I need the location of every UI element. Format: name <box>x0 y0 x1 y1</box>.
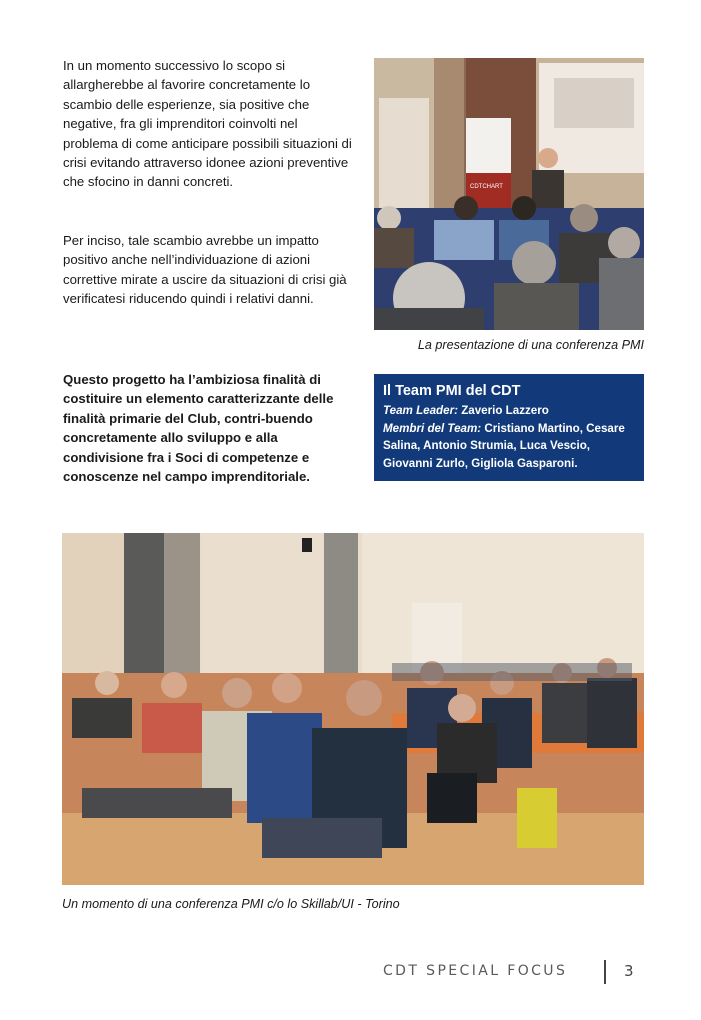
team-members-line <box>383 420 634 473</box>
body-paragraph-3: Questo progetto ha l’ambiziosa finalità di costituire un elemento caratterizzante delle finalità primarie del Club, contri-buendo concretamente allo sviluppo e alla condivisione fra i Soci di competenze e conoscenze nel campo imprenditoriale. <box>63 372 334 485</box>
team-box-title: Il Team PMI del CDT <box>383 383 521 399</box>
page-number: 3 <box>624 962 634 980</box>
footer-divider <box>604 960 606 984</box>
team-info-box <box>374 374 644 481</box>
team-leader-name: Zaverio Lazzero <box>461 404 549 417</box>
banner-text: CDTCHART <box>470 184 503 190</box>
footer-title: CDT SPECIAL FOCUS <box>383 963 568 979</box>
team-leader-line <box>383 402 634 420</box>
photo-2-caption: Un momento di una conferenza PMI c/o lo Skillab/UI - Torino <box>62 897 400 911</box>
body-paragraph-2: Per inciso, tale scambio avrebbe un impatto positivo anche nell’individuazione di azioni correttive mirate a uscire da situazioni di crisi già verificatesi riducendo quindi i relativi danni. <box>63 233 347 307</box>
team-leader-label: Team Leader: <box>383 404 458 417</box>
conference-audience-photo <box>62 533 644 885</box>
photo-1-caption: La presentazione di una conferenza PMI <box>417 338 644 352</box>
conference-presentation-photo <box>374 58 644 330</box>
page-footer <box>380 960 650 986</box>
team-members-names: Cristiano Martino, Cesare Salina, Antonio Strumia, Luca Vescio, Giovanni Zurlo, Gigliola Gasparoni. <box>383 421 625 470</box>
team-members-label: Membri del Team: <box>383 421 482 435</box>
body-paragraph-1: In un momento successivo lo scopo si allargherebbe al favorire concretamente lo scambio delle esperienze, sia positive che negative, fra gli imprenditori coinvolti nel problema di come anticipare possibili situazioni di crisi evitando attraverso idonee azioni preventive che sfocino in danni concreti. <box>63 58 352 190</box>
